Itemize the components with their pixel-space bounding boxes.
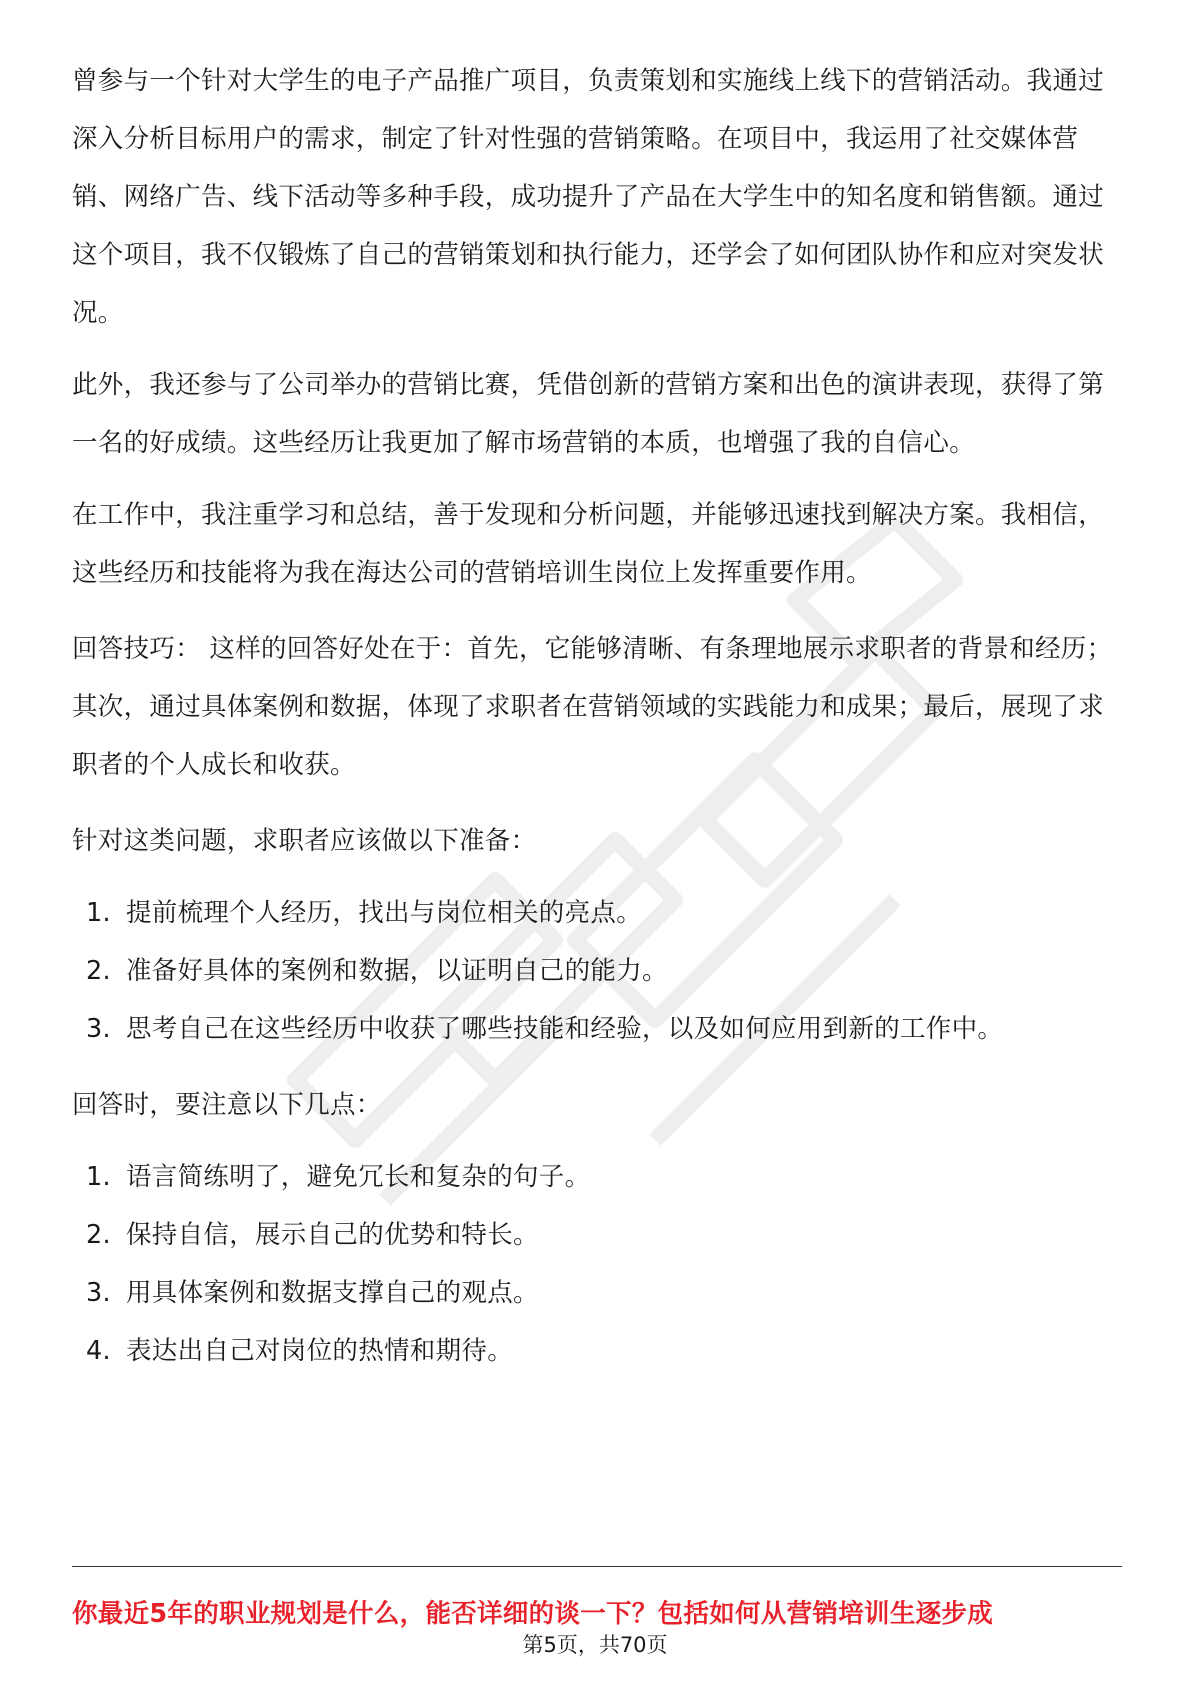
- page-number: 第5页，共70页: [522, 1633, 668, 1657]
- list-item: [72, 884, 1122, 942]
- paragraph-answer-tips: 回答技巧： 这样的回答好处在于：首先，它能够清晰、有条理地展示求职者的背景和经历；其次，通过具体案例和数据，体现了求职者在营销领域的实践能力和成果；最后，展现了求职者的个人成长和收获。: [72, 634, 1113, 780]
- notes-list: [72, 1148, 1122, 1380]
- list-item: [72, 1000, 1122, 1058]
- list-text: 思考自己在这些经历中收获了哪些技能和经验，以及如何应用到新的工作中。: [126, 1014, 1004, 1044]
- paragraph-work-attitude: 在工作中，我注重学习和总结，善于发现和分析问题，并能够迅速找到解决方案。我相信，这些经历和技能将为我在海达公司的营销培训生岗位上发挥重要作用。: [72, 500, 1105, 588]
- page-body: [72, 52, 1122, 1380]
- list-number: 1.: [86, 1162, 111, 1192]
- paragraph-project-experience: 曾参与一个针对大学生的电子产品推广项目，负责策划和实施线上线下的营销活动。我通过深入分析目标用户的需求，制定了针对性强的营销策略。在项目中，我运用了社交媒体营销、网络广告、线下活动等多种手段，成功提升了产品在大学生中的知名度和销售额。通过这个项目，我不仅锻炼了自己的营销策划和执行能力，还学会了如何团队协作和应对突发状况。: [72, 66, 1105, 328]
- prep-list: [72, 884, 1122, 1058]
- list-item: [72, 1322, 1122, 1380]
- list-text: 提前梳理个人经历，找出与岗位相关的亮点。: [126, 898, 643, 928]
- list-item: [72, 1148, 1122, 1206]
- list-number: 3.: [86, 1278, 111, 1308]
- notes-intro: 回答时，要注意以下几点：: [72, 1090, 382, 1120]
- list-text: 准备好具体的案例和数据，以证明自己的能力。: [126, 956, 668, 986]
- divider: [72, 1566, 1122, 1567]
- list-text: 保持自信，展示自己的优势和特长。: [126, 1220, 539, 1250]
- paragraph-competition: 此外，我还参与了公司举办的营销比赛，凭借创新的营销方案和出色的演讲表现，获得了第一名的好成绩。这些经历让我更加了解市场营销的本质，也增强了我的自信心。: [72, 370, 1105, 458]
- list-item: [72, 1264, 1122, 1322]
- list-text: 用具体案例和数据支撑自己的观点。: [126, 1278, 539, 1308]
- prep-intro: 针对这类问题，求职者应该做以下准备：: [72, 826, 537, 856]
- list-number: 4.: [86, 1336, 111, 1366]
- list-number: 2.: [86, 956, 111, 986]
- list-number: 1.: [86, 898, 111, 928]
- list-number: 2.: [86, 1220, 111, 1250]
- list-number: 3.: [86, 1014, 111, 1044]
- next-question-heading: 你最近5年的职业规划是什么，能否详细的谈一下？包括如何从营销培训生逐步成: [72, 1599, 994, 1629]
- list-text: 表达出自己对岗位的热情和期待。: [126, 1336, 514, 1366]
- list-item: [72, 942, 1122, 1000]
- list-text: 语言简练明了，避免冗长和复杂的句子。: [126, 1162, 591, 1192]
- list-item: [72, 1206, 1122, 1264]
